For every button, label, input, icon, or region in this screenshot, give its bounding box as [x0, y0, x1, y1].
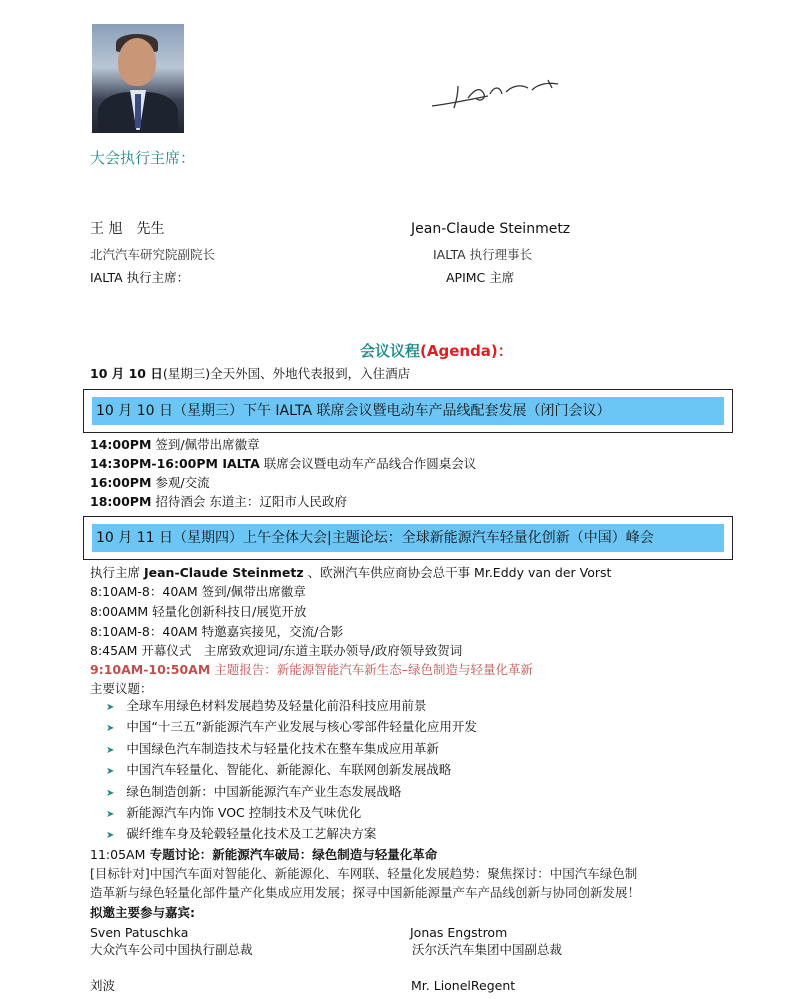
item-time: 18:00PM — [90, 494, 152, 509]
schedule-item — [90, 494, 347, 510]
chair-name: Jean-Claude Steinmetz — [411, 221, 571, 237]
arrow-bullet-icon: ➤ — [106, 723, 115, 734]
chair-line-pre: 执行主席 — [90, 565, 144, 580]
day1-session-box — [83, 389, 733, 433]
chair-role: IALTA 执行主席： — [90, 270, 190, 285]
item-time: 16:00PM — [90, 475, 152, 490]
day1-arrival-line — [90, 366, 410, 382]
arrow-bullet-icon: ➤ — [106, 788, 115, 799]
item-time: 14:30PM-16:00PM IALTA — [90, 456, 260, 471]
panel-line — [90, 847, 437, 863]
topic-item — [106, 762, 451, 780]
topic-text: 全球车用绿色材料发展趋势及轻量化前沿科技应用前景 — [126, 698, 427, 713]
guest-name: Mr. LionelRegent — [411, 978, 516, 993]
keynote-time: 9:10AM-10:50AM — [90, 662, 211, 677]
agenda-heading — [360, 343, 513, 359]
topic-item — [106, 719, 477, 737]
chair-portrait-photo — [92, 24, 184, 133]
arrow-bullet-icon: ➤ — [106, 702, 115, 713]
chair-name: 王 旭 先生 — [90, 221, 165, 237]
arrow-bullet-icon: ➤ — [106, 766, 115, 777]
item-text: 招待酒会 东道主：辽阳市人民政府 — [155, 494, 347, 509]
item-time: 14:00PM — [90, 437, 152, 452]
day2-chair-line — [90, 565, 611, 581]
keynote-line — [90, 662, 533, 678]
schedule-item — [90, 475, 210, 491]
arrow-bullet-icon: ➤ — [106, 809, 115, 820]
schedule-item — [90, 437, 260, 453]
day1-session-title: 10 月 10 日（星期三）下午 IALTA 联席会议暨电动车产品线配套发展（闭门会议） — [92, 397, 724, 425]
schedule-item: 8:10AM-8：40AM 签到/佩带出席徽章 — [90, 584, 306, 599]
topic-item — [106, 741, 439, 759]
item-text: 签到/佩带出席徽章 — [155, 437, 260, 452]
topic-item — [106, 784, 401, 802]
portrait-face — [118, 38, 156, 86]
topic-item — [106, 826, 376, 844]
schedule-item: 8:00AMM 轻量化创新科技日/展览开放 — [90, 604, 307, 619]
arrow-bullet-icon: ➤ — [106, 830, 115, 841]
topic-text: 中国汽车轻量化、智能化、新能源化、车联网创新发展战略 — [126, 762, 452, 777]
guest-title: 沃尔沃汽车集团中国副总裁 — [412, 942, 563, 957]
topic-text: 新能源汽车内饰 VOC 控制技术及气味优化 — [126, 805, 362, 820]
topic-text: 中国“十三五”新能源汽车产业发展与核心零部件轻量化应用开发 — [126, 719, 477, 734]
topic-text: 中国绿色汽车制造技术与轻量化技术在整车集成应用革新 — [126, 741, 439, 756]
day1-note: (星期三)全天外国、外地代表报到，入住酒店 — [162, 366, 411, 381]
item-text: 参观/交流 — [155, 475, 210, 490]
agenda-heading-en: (Agenda)： — [420, 342, 513, 360]
topics-label: 主要议题： — [90, 681, 153, 696]
target-paragraph-line: 造革新与绿色轻量化部件量产化集成应用发展；探寻中国新能源量产车产品线创新与协同创新发展！ — [90, 885, 641, 900]
keynote-text: 主题报告：新能源智能汽车新生态–绿色制造与轻量化革新 — [210, 662, 534, 677]
target-paragraph-line: [目标针对]中国汽车面对智能化、新能源化、车网联、轻量化发展趋势：聚焦探讨：中国汽车绿色制 — [90, 866, 638, 881]
guest-title: 大众汽车公司中国执行副总裁 — [90, 942, 253, 957]
chair-role: APIMC 主席 — [446, 270, 515, 285]
guests-label: 拟邀主要参与嘉宾: — [90, 905, 195, 920]
guest-name: Jonas Engstrom — [410, 925, 508, 940]
panel-time: 11:05AM — [90, 847, 146, 862]
portrait-tie — [135, 94, 141, 128]
exec-chair-section-title: 大会执行主席： — [90, 149, 196, 167]
topic-text: 碳纤维车身及轮毂轻量化技术及工艺解决方案 — [126, 826, 377, 841]
schedule-item — [90, 456, 476, 472]
agenda-heading-cn: 会议议程 — [360, 342, 421, 360]
chair-title: 北汽汽车研究院副院长 — [90, 247, 216, 262]
day1-date: 10 月 10 日 — [90, 366, 163, 381]
chair-title: IALTA 执行理事长 — [433, 247, 533, 262]
item-text: 联席会议暨电动车产品线合作圆桌会议 — [263, 456, 477, 471]
schedule-item: 8:10AM-8：40AM 特邀嘉宾接见，交流/合影 — [90, 624, 344, 639]
topic-item — [106, 698, 426, 716]
schedule-item: 8:45AM 开幕仪式 主席致欢迎词/东道主联办领导/政府领导致贺词 — [90, 643, 463, 658]
signature-image — [428, 76, 568, 112]
topic-item — [106, 805, 361, 823]
chair-line-post: 、欧洲汽车供应商协会总干事 Mr.Eddy van der Vorst — [303, 565, 612, 580]
day2-session-title: 10 月 11 日（星期四）上午全体大会|主题论坛：全球新能源汽车轻量化创新（中国）峰会 — [92, 524, 724, 552]
arrow-bullet-icon: ➤ — [106, 745, 115, 756]
guest-name: 刘波 — [90, 978, 116, 993]
day2-session-box — [83, 516, 733, 560]
guest-name: Sven Patuschka — [90, 925, 189, 940]
chair-line-name: Jean-Claude Steinmetz — [143, 565, 304, 580]
panel-text: 专题讨论：新能源汽车破局：绿色制造与轻量化革命 — [145, 847, 438, 862]
topic-text: 绿色制造创新：中国新能源汽车产业生态发展战略 — [126, 784, 402, 799]
